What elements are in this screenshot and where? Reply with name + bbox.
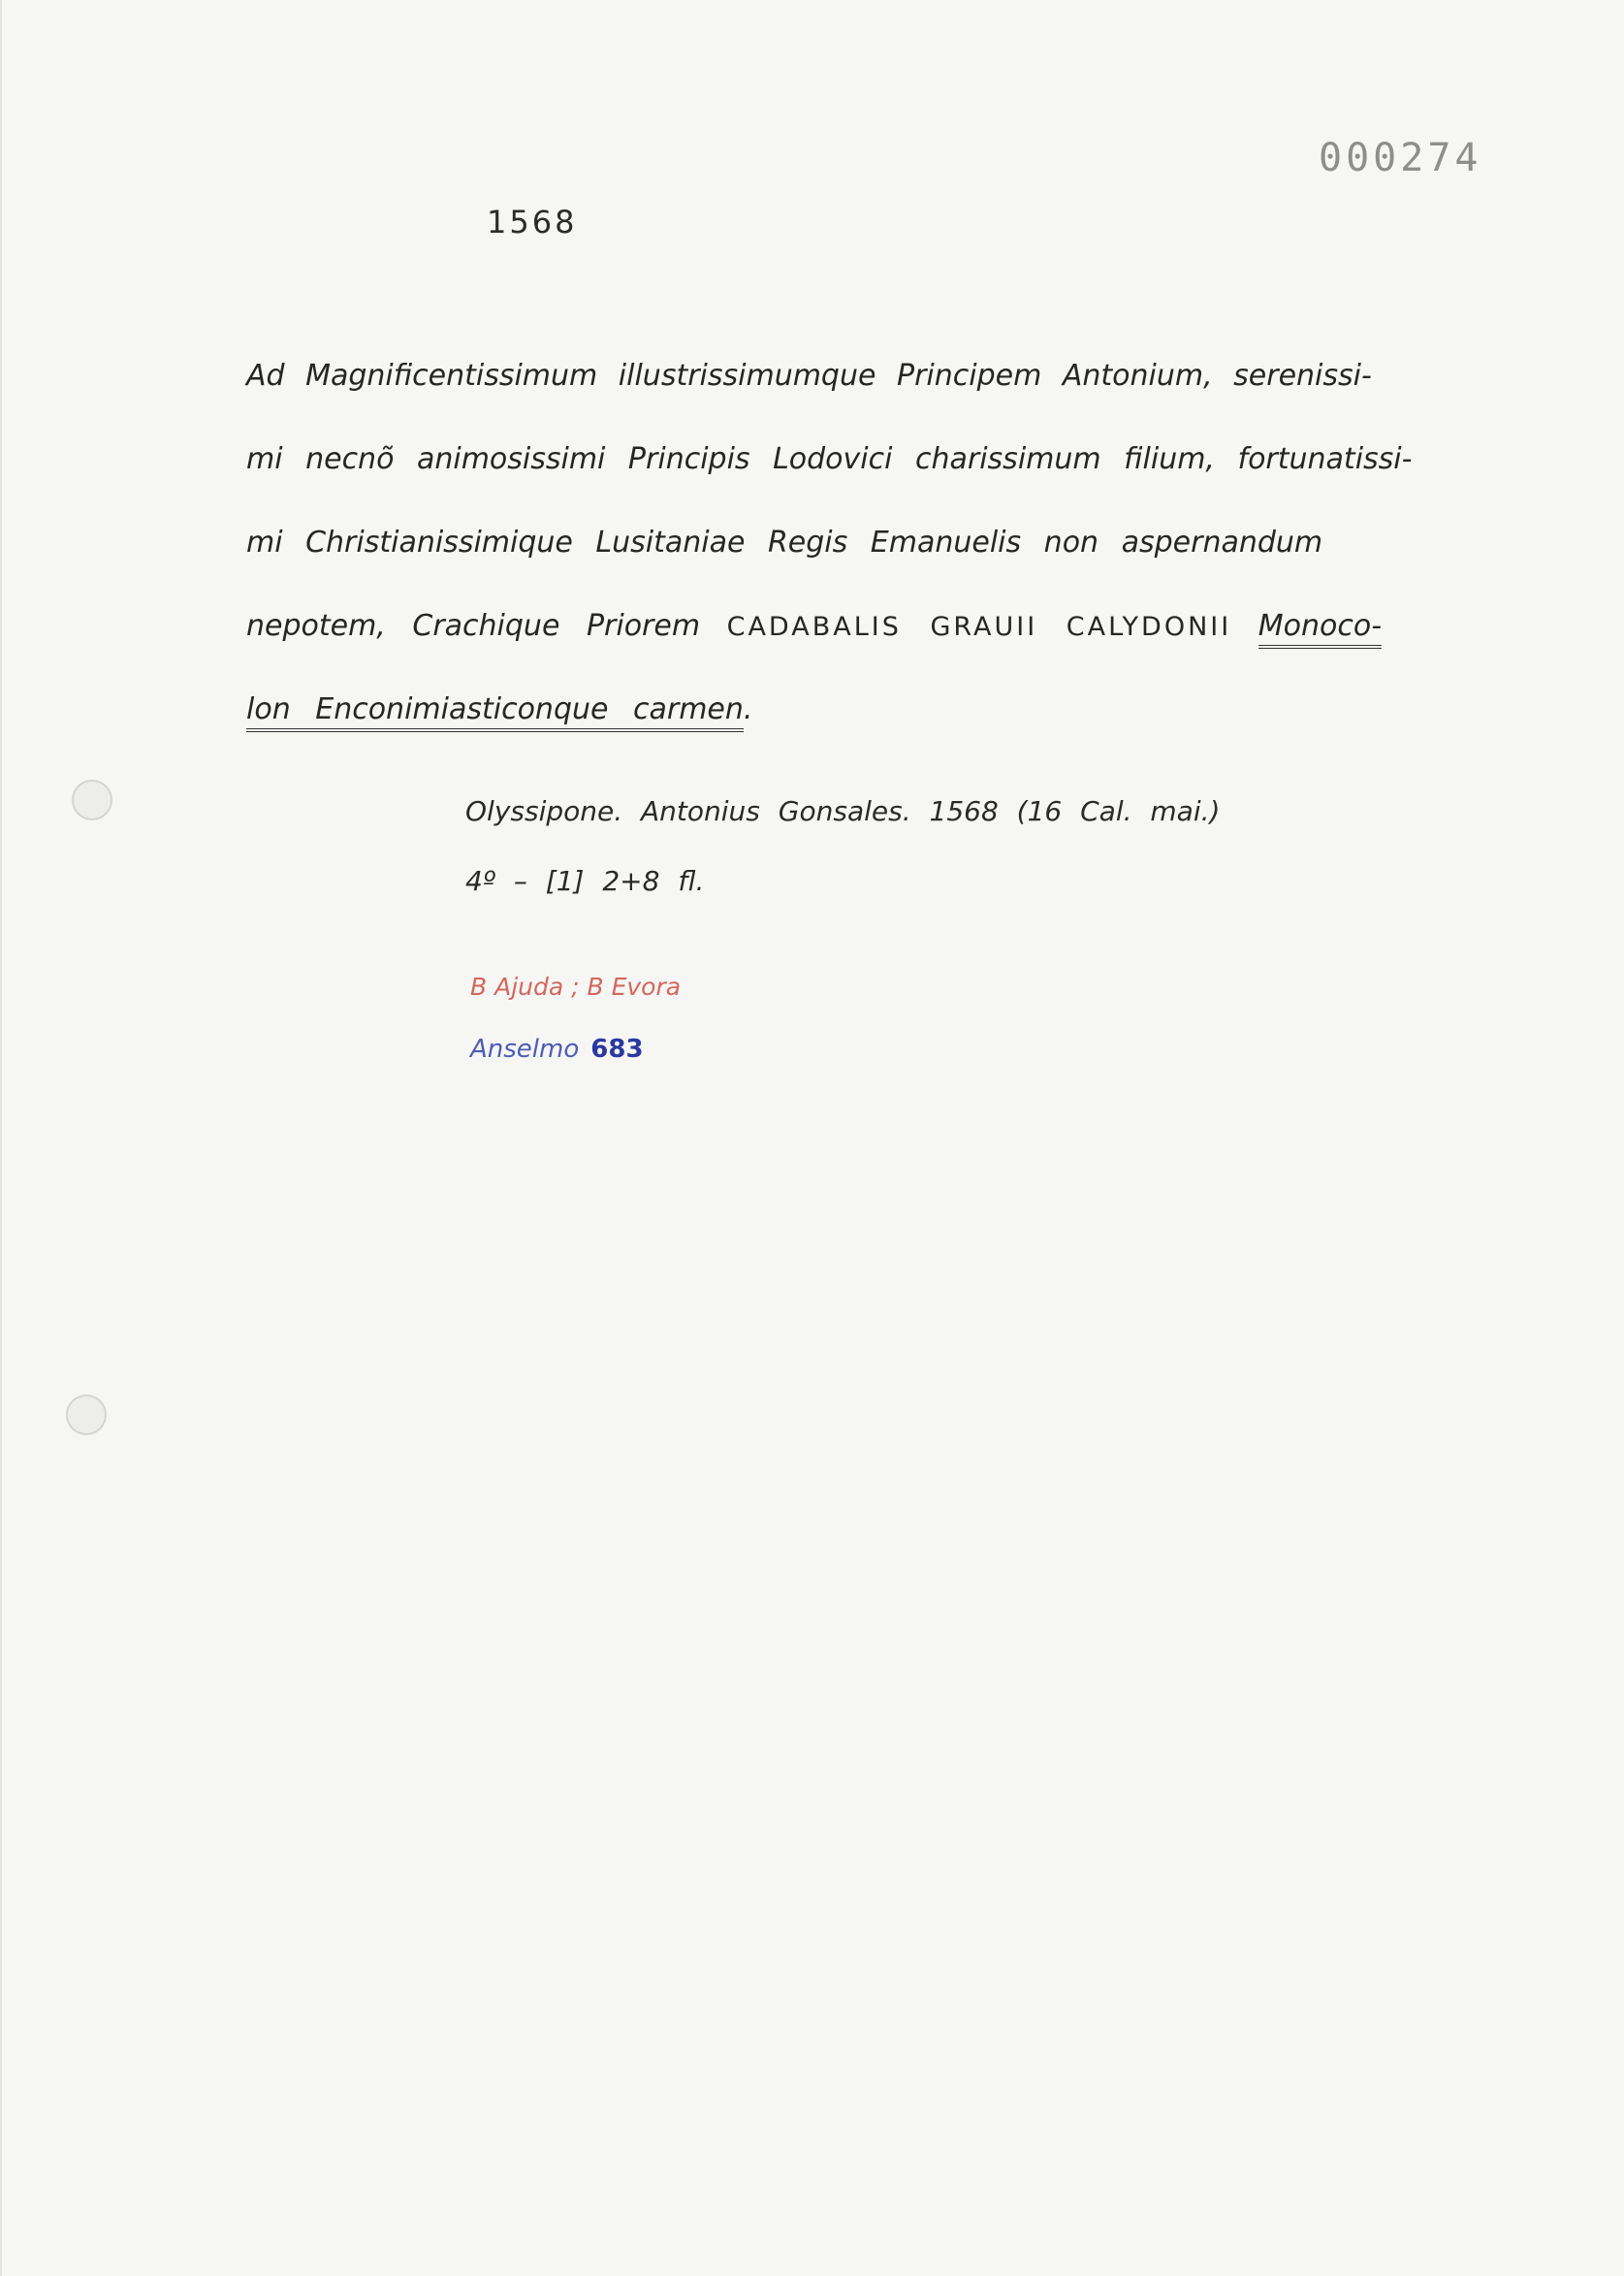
- title-line-4-text: nepotem, Crachique Priorem: [246, 609, 727, 643]
- imprint: Olyssipone. Antonius Gonsales. 1568 (16 Cal. mai.): [465, 795, 1221, 827]
- title-line-5-period: .: [743, 692, 753, 726]
- reference-number: 683: [590, 1035, 644, 1064]
- title-line-2: mi necnõ animosissimi Principis Lodovici charissimum filium, fortunatissi-: [246, 442, 1413, 476]
- title-line-5-underlined: lon Enconimiasticonque carmen: [246, 692, 744, 732]
- title-line-4-caps: CADABALIS GRAUII CALYDONII: [726, 612, 1232, 642]
- title-line-4-underlined: Monoco-: [1258, 609, 1382, 649]
- punch-hole-icon: [66, 1394, 107, 1435]
- collation: 4º – [1] 2+8 fl.: [465, 865, 705, 897]
- stamp-number: 000274: [1319, 136, 1482, 180]
- title-line-1: Ad Magnificentissimum illustrissimumque Principem Antonium, serenissi-: [246, 359, 1372, 393]
- title-block: [246, 335, 1497, 752]
- title-line-4: [246, 585, 1497, 668]
- holding-libraries: B Ajuda ; B Evora: [470, 973, 682, 1001]
- reference-label: Anselmo: [470, 1035, 580, 1064]
- title-line-3: mi Christianissimique Lusitaniae Regis Emanuelis non aspernandum: [246, 526, 1323, 560]
- year-heading: 1568: [487, 204, 578, 240]
- punch-hole-icon: [72, 780, 112, 820]
- bibliography-reference: [470, 1035, 644, 1064]
- title-line-5: [246, 668, 1497, 752]
